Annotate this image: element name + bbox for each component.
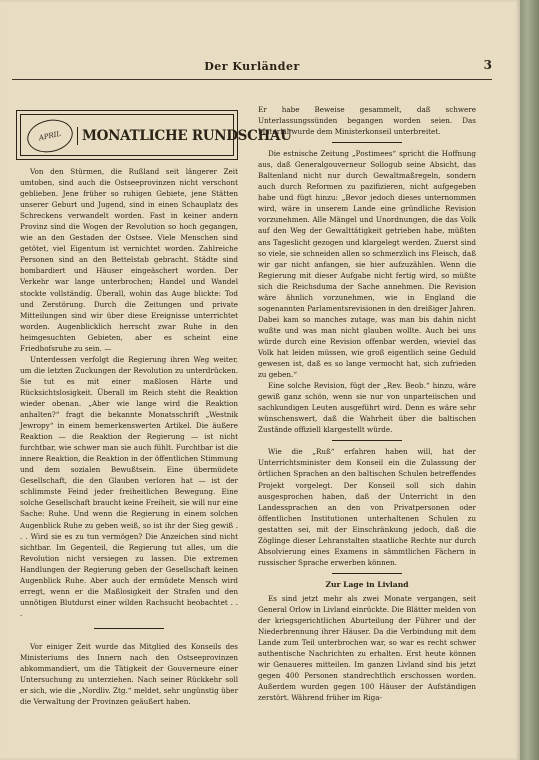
article-paragraph: Unterdessen verfolgt die Regierung ihren Weg weiter, um die letzten Zuckungen der Revolution zu unterdrücken. Sie tut es mit einer maßlosen Härte und Rücksichtslosigkeit. Überall im Reich steht die Reaktion wieder obenan. „Aber wie lange wird die Reaktion anhalten?“ fragt die bekannte Monatsschrift „Westnik Jewropy“ in einem bemerkenswerten Artikel. Die äußere Reaktion — die Reaktion der Regierung — ist nicht furchtbar, wie schwer man sie auch fühlt. Furchtbar ist die innere Reaktion, die Reaktion in der öffentlichen Stimmung und dem sozialen Bewußtsein. Eine übermüdete Gesellschaft, die den Glauben verloren hat — ist der schlimmste Feind jeder freiheitlichen Bewegung. Eine solche Gesellschaft braucht keine Freiheit, sie will nur eine Sache: Ruhe. Und wenn die Regierung in einem solchen Augenblick Ruhe zu geben weiß, so ist ihr der Sieg gewiß . . . Wird sie es zu tun vermögen? Die Anzeichen sind nicht sichtbar. Im Gegenteil, die Regierung tut alles, um die Revolution nicht versiegen zu lassen. Die extremen Handlungen der Regierung geben der Gesellschaft keinen Augenblick Ruhe. Aber auch der ermüdete Mensch wird erregt, wenn er die Maßlosigkeit der Strafen und den unnötigen Blutdurst einer wilden Rachsucht beobachtet . . . bbox=[20, 354, 238, 618]
article-paragraph: Eine solche Revision, fügt der „Rev. Beob.“ hinzu, wäre gewiß ganz schön, wenn sie nur von unparteiischen und sachkundigen Leuten ausgeführt wird. Denn es wäre sehr wünschenswert, daß die Wahrheit über die baltischen Zustände offiziell klargestellt würde. bbox=[258, 381, 476, 435]
masthead-month-badge: APRIL bbox=[24, 116, 76, 157]
article-paragraph: Er habe Beweise gesammelt, daß schwere Unterlassungssünden begangen worden seien. Das Material wurde dem Ministerkonseil unterbreitet. bbox=[258, 105, 476, 137]
section-divider bbox=[332, 573, 402, 574]
section-divider bbox=[332, 440, 402, 441]
section-divider bbox=[332, 142, 402, 143]
article-paragraph: Vor einiger Zeit wurde das Mitglied des Konseils des Ministeriums des Innern nach den Ostseeprovinzen abkommandiert, um die Tätigkeit der Gouverneure einer Untersuchung zu unterziehen. Nach seiner Rückkehr soll er sich, wie die „Nordliv. Ztg.“ meldet, sehr ungünstig über die Verwaltung der Provinzen geäußert haben. bbox=[20, 641, 238, 707]
book-binding-edge bbox=[520, 0, 539, 760]
section-masthead bbox=[16, 110, 292, 160]
page-number: 3 bbox=[483, 58, 492, 72]
article-paragraph: Die estnische Zeitung „Postimees“ spricht die Hoffnung aus, daß Generalgouverneur Sollogub seine Absicht, das Baltenland nicht nur durch Gewaltmaßregeln, sondern auch durch Reformen zu pazifizieren, nicht aufgegeben habe und fügt hinzu: „Bevor jedoch dieses unternommen wird, wäre in unserem Lande eine gründliche Revision vorzunehmen. Alle Mängel und Unordnungen, die das Volk auf den Weg der Gewalttätigkeit getrieben habe, müßten ans Tageslicht gezogen und klargelegt werden. Zuerst sind so viele, sie schneiden allen so schmerzlich ins Fleisch, daß wir gar nicht anfangen, sie hier aufzuzählen. Wenn die Regierung mit dieser Aufgabe nicht fertig wird, so müßte sich die Reichsduma der Sache annehmen. Die Revision wäre ähnlich vorzunehmen, wie in England die sogenannten Parlamentsrevisionen in den dreißiger Jahren. Dabei kam so manches zutage, was man bis dahin nicht wußte und was man nicht glauben wollte. Auch bei uns würde durch eine Revision offenbar werden, wieviel das Volk hat leiden müssen, wie groß eigentlich seine Geduld gewesen ist, daß es so lange vermocht hat, sich zufrieden zu geben.“ bbox=[258, 149, 476, 380]
masthead-title: MONATLICHE RUNDSCHAU bbox=[77, 127, 231, 145]
article-paragraph: Es sind jetzt mehr als zwei Monate vergangen, seit General Orlow in Livland einrückte. Die Blätter melden von der kriegsgerichtlichen Aburteilung der Führer und der Niederbrennung ihrer Häuser. Da die Verbindung mit dem Lande zum Teil unterbrochen war, so war es recht schwer authentische Nachrichten zu erhalten. Erst heute können wir Genaueres mitteilen. Im ganzen Livland sind bis jetzt gegen 400 Personen standrechtlich erschossen worden. Außerdem wurden gegen 100 Häuser der Aufständigen zerstört. Während früher im Riga- bbox=[258, 593, 476, 703]
left-column bbox=[20, 166, 238, 707]
masthead-frame bbox=[20, 114, 292, 156]
right-column bbox=[258, 104, 476, 703]
article-paragraph: Von den Stürmen, die Rußland seit längerer Zeit umtoben, sind auch die Ostseeprovinzen nicht verschont geblieben. Jene früher so ruhigen Gebiete, jene Stätten unserer Geburt und Jugend, sind in einen Schauplatz des Schreckens verwandelt worden. Fast in keiner andern Provinz sind die Wogen der Revolution so hoch gegangen, wie an den Gestaden der Ostsee. Viele Menschen sind getötet, viel Eigentum ist vernichtet worden. Zahlreiche Personen sind an den Bettelstab gebracht. Städte sind bombardiert und Häuser eingeäschert worden. Der Verkehr war lange unterbrochen; Handel und Wandel stockte vollständig. Überall, wohin das Auge blickte: Tod und Zerstörung. Durch die Zeitungen und private Mitteilungen sind wir über diese Ereignisse unterrichtet worden. Augenblicklich herrscht zwar Ruhe in den heimgesuchten Gebieten, aber es scheint eine Friedhofsruhe zu sein. — bbox=[20, 167, 238, 353]
section-divider bbox=[94, 628, 164, 629]
article-paragraph: Wie die „Ruß“ erfahren haben will, hat der Unterrichtsminister dem Konseil ein die Zulassung der örtlichen Sprachen an den baltischen Schulen betreffendes Projekt vorgelegt. Der Konseil soll sich dahin ausgesprochen haben, daß der Unterricht in den Landessprachen an den von Privatpersonen oder öffentlichen Institutionen unterhaltenen Schulen zu gestatten sei, mit der Einschränkung jedoch, daß die Zöglinge dieser Lehranstalten staatliche Rechte nur durch Absolvierung eines Examens in sämmtlichen Fächern in russischer Sprache erwerben können. bbox=[258, 447, 476, 567]
page-header bbox=[12, 55, 492, 80]
running-title: Der Kurländer bbox=[204, 60, 300, 73]
section-heading: Zur Lage in Livland bbox=[325, 579, 409, 589]
